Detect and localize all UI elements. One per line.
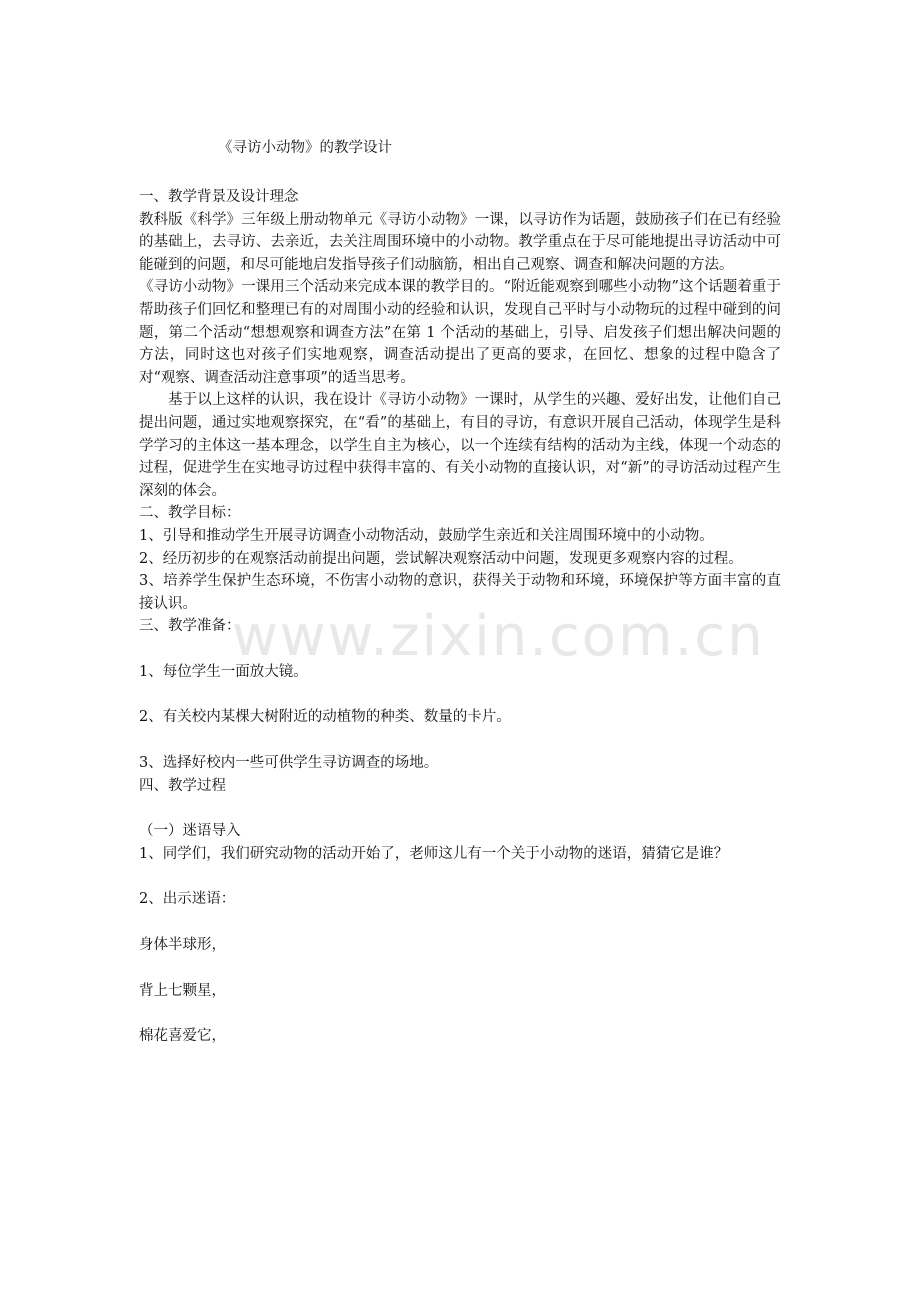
subsection-heading-riddle-intro: （一）迷语导入: [139, 823, 241, 840]
paragraph-background-2: 《寻访小动物》一课用三个活动来完成本课的教学目的。“附近能观察到哪些小动物”这个话题着重于帮助孩子们回忆和整理已有的对周围小动的经验和认识，发现自己平时与小动物玩的过程中碰到的问题，第二个活动“想想观察和调查方法”在第 1 个活动的基础上，引导、启发孩子们想出解决问题的方法，同时这也对孩子们实地观察，调查活动提出了更高的要求，在回忆、想象的过程中隐含了对“观察、调查活动注意事项”的适当思考。: [139, 279, 781, 386]
watermark: www.zixin.com.cn: [232, 604, 765, 669]
riddle-line-2: 背上七颗星，: [139, 982, 226, 999]
document-body: [139, 186, 781, 1048]
section-heading-background: 一、教学背景及设计理念: [139, 189, 299, 205]
goal-item-2: 2、经历初步的在观察活动前提出问题，尝试解决观察活动中问题，发现更多观察内容的过程。: [139, 550, 743, 567]
preparation-item-1: 1、每位学生一面放大镜。: [139, 663, 308, 680]
preparation-item-2: 2、有关校内某棵大树附近的动植物的种类、数量的卡片。: [139, 709, 511, 726]
section-heading-preparation: 三、教学准备：: [139, 618, 241, 635]
paragraph-background-3: 基于以上这样的认识，我在设计《寻访小动物》一课时，从学生的兴趣、爱好出发，让他们自己提出问题，通过实地观察探究，在“看”的基础上，有目的寻访，有意识开展自己活动，体现学生是科学学习的主体这一基本理念，以学生自主为核心，以一个连续有结构的活动为主线，体现一个动态的过程，促进学生在实地寻访过程中获得丰富的、有关小动物的直接认识，对“新”的寻访活动过程产生深刻的体会。: [139, 392, 781, 499]
goal-item-3: 3、培养学生保护生态环境，不伤害小动物的意识，获得关于动物和环境，环境保护等方面丰富的直接认识。: [139, 573, 781, 612]
preparation-item-3: 3、选择好校内一些可供学生寻访调查的场地。: [139, 755, 439, 772]
riddle-line-1: 身体半球形，: [139, 937, 226, 954]
document-title: 《寻访小动物》的教学设计: [218, 140, 392, 156]
section-heading-process: 四、教学过程: [139, 777, 226, 794]
paragraph-background-1: 教科版《科学》三年级上册动物单元《寻访小动物》一课，以寻访作为话题，鼓励孩子们在已有经验的基础上，去寻访、去亲近，去关注周围环境中的小动物。教学重点在于尽可能地提出寻访活动中可能碰到的问题，和尽可能地启发指导孩子们动脑筋，相出自己观察、调查和解决问题的方法。: [139, 211, 781, 273]
riddle-line-3: 棉花喜爱它，: [139, 1028, 226, 1045]
process-item-1: 1、同学们，我们研究动物的活动开始了，老师这儿有一个关于小动物的迷语，猜猜它是谁？: [139, 845, 729, 862]
goal-item-1: 1、引导和推动学生开展寻访调查小动物活动，鼓励学生亲近和关注周围环境中的小动物。: [139, 527, 714, 544]
process-item-2: 2、出示迷语：: [139, 891, 236, 908]
section-heading-goals: 二、教学目标：: [139, 505, 241, 522]
